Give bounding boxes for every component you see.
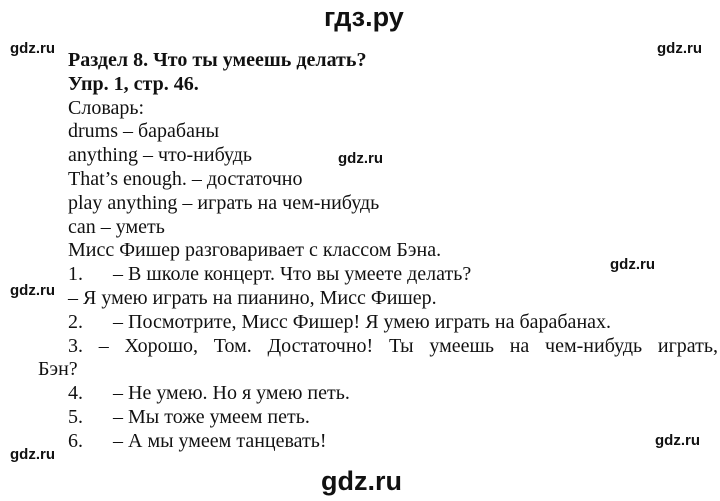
word: Том. (213, 334, 252, 357)
word: умеешь (429, 334, 494, 357)
line-text: – В школе концерт. Что вы умеете делать? (113, 263, 472, 286)
line-number: 4. (68, 382, 83, 405)
watermark-small: gdz.ru (10, 40, 55, 57)
vocabulary-entry: play anything – играть на чем-нибудь (68, 191, 380, 214)
word: Достаточно! (267, 334, 374, 357)
line-text: – А мы умеем танцевать! (113, 429, 327, 452)
word: чем-нибудь (545, 334, 643, 357)
dialogue-line (68, 287, 720, 311)
dialogue-line-justified (68, 335, 718, 359)
dialogue-line-continuation (38, 358, 720, 382)
vocabulary-title: Словарь: (68, 96, 145, 119)
vocabulary-entry: drums – барабаны (68, 120, 220, 143)
watermark-small: gdz.ru (10, 282, 55, 299)
document (38, 49, 720, 454)
watermark-small: gdz.ru (657, 40, 702, 57)
dialogue-line (68, 430, 720, 454)
watermark-small: gdz.ru (655, 432, 700, 449)
word: – (98, 334, 109, 357)
watermark-top: гдз.ру (324, 2, 404, 32)
line-number: 5. (68, 405, 83, 428)
dialogue-line (68, 382, 720, 406)
watermark-small: gdz.ru (10, 446, 55, 463)
watermark-small: gdz.ru (610, 256, 655, 273)
dialogue-line (68, 311, 720, 335)
line-text: – Я умею играть на пианино, Мисс Фишер. (68, 286, 437, 309)
word: Ты (388, 334, 414, 357)
dialogue-line (68, 263, 720, 287)
line-text: Бэн? (38, 358, 78, 381)
line-number: 6. (68, 429, 83, 452)
vocabulary-entry: can – уметь (68, 215, 165, 238)
line-text: – Не умею. Но я умею петь. (113, 382, 350, 405)
vocabulary-entry: anything – что-нибудь (68, 144, 253, 167)
word: играть, (657, 334, 718, 357)
exercise-reference: Упр. 1, стр. 46. (68, 72, 199, 95)
dialogue-intro: Мисс Фишер разговаривает с классом Бэна. (68, 239, 442, 262)
line-number: 3. (68, 334, 83, 357)
watermark-bottom: gdz.ru (321, 466, 402, 496)
section-heading: Раздел 8. Что ты умеешь делать? (68, 49, 367, 71)
word: Хорошо, (124, 334, 199, 357)
dialogue-line (68, 406, 720, 430)
line-text: – Посмотрите, Мисс Фишер! Я умею играть на барабанах. (113, 310, 612, 333)
watermark-small: gdz.ru (338, 150, 383, 167)
line-number: 1. (68, 263, 83, 286)
vocabulary-entry: That’s enough. – достаточно (68, 167, 303, 190)
line-number: 2. (68, 310, 83, 333)
line-text: – Мы тоже умеем петь. (113, 405, 310, 428)
word: на (509, 334, 530, 357)
